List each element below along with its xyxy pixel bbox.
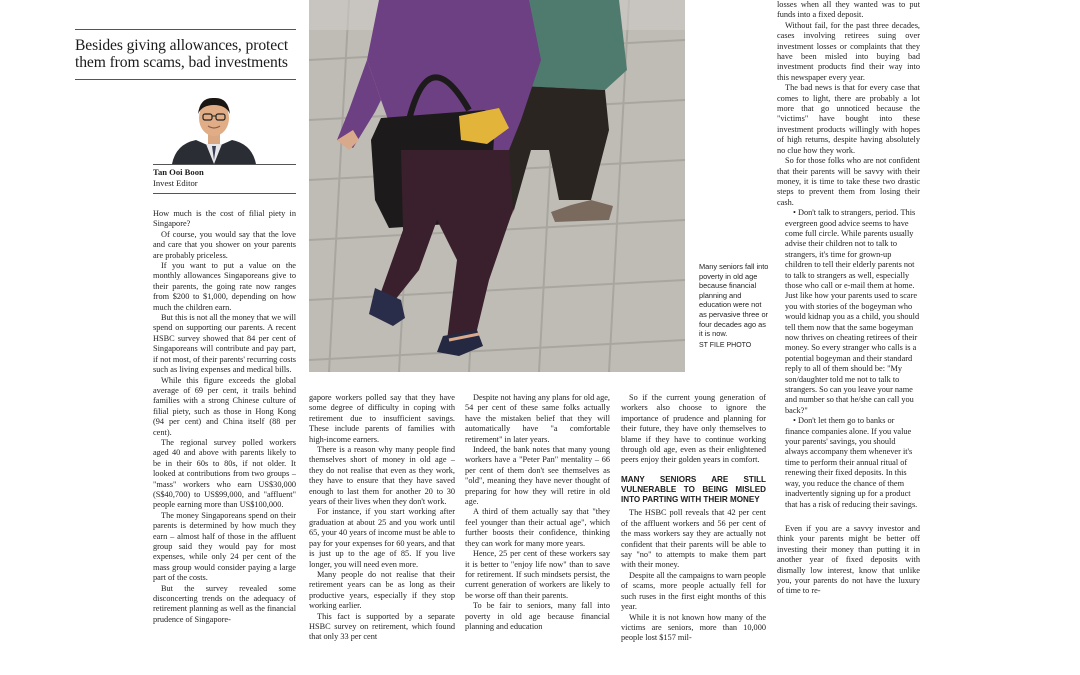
paragraph: Despite all the campaigns to warn people of scams, more people actually fell for such ruses in the first eight months of this year. [621,570,766,612]
photo-caption [699,262,771,350]
bullet-item: • Don't let them go to banks or finance companies alone. If you value your parents' savings, you should always accompany them whenever it's time to perform their annual ritual of renewing their fixed deposits. In this way, you reduce the chance of them inadvertently signing up for a product that has a risk of reducing their savings. [785,416,918,509]
paragraph: To be fair to seniors, many fall into poverty in old age because financial planning and education [465,601,610,631]
paragraph: While it is not known how many of the victims are seniors, more than 10,000 people lost $157 mil- [621,612,766,643]
paragraph: How much is the cost of filial piety in Singapore? [153,209,296,229]
paragraph: So if the current young generation of workers also choose to ignore the importance of prudence and planning for their future, they have only themselves to blame if they have to continue working through old age, even as their enlightened peers enjoy their golden years in comfort. [621,393,766,465]
article-column-2 [309,393,455,675]
author-portrait [168,94,260,164]
caption-text: Many seniors fall into poverty in old age because financial planning and education were not as pervasive three or four decades ago as it is now. [699,262,769,339]
byline [153,167,204,189]
top-rule [75,29,296,30]
author-title: Invest Editor [153,178,198,188]
article-column-5 [777,0,920,675]
paragraph: The bad news is that for every case that comes to light, there are probably a lot more that go unnoticed because the "victims" have bought into these investment products willingly with hopes of high returns, despite having absolutely no clue how they work. [777,83,920,155]
paragraph: The money Singaporeans spend on their parents is determined by how much they earn – almost half of those in the affluent group said they would pay for most expenses, while only 24 per cent of the mass group would consider paying a large part of the costs. [153,510,296,583]
paragraph: The HSBC poll reveals that 42 per cent of the affluent workers and 56 per cent of the mass workers say they are actually not confident that their parents will be able to say "no" to attempts to make them part with their money. [621,508,766,570]
paragraph: losses when all they wanted was to put funds into a fixed deposit. [777,0,920,20]
headline: Besides giving allowances, protect them from scams, bad investments [75,37,289,71]
paragraph: But the survey revealed some disconcerting trends on the adequacy of retirement planning as well as the financial prudence of Singapore- [153,583,296,624]
paragraph: While this figure exceeds the global average of 69 per cent, it trails behind families with a strong Chinese culture of filial piety, such as those in Hong Kong (94 per cent) and China itself (88 per cent). [153,375,296,437]
paragraph: Even if you are a savvy investor and think your parents might be better off investing their money than putting it in another year of fixed deposits with dismally low interest, know that unlike you, your parents do not have the luxury of time to re- [777,523,920,596]
headline-rule [75,79,296,80]
paragraph: Hence, 25 per cent of these workers say it is better to "enjoy life now" than to save for retirement. If such mindsets persist, the current generation of workers are likely to be worse off than their parents. [465,549,610,600]
paragraph: Many people do not realise that their retirement years can be as long as their productive years, especially if they stop working earlier. [309,569,455,611]
paragraph-gap [777,510,920,524]
photo-credit: ST FILE PHOTO [699,341,752,349]
paragraph: Without fail, for the past three decades, cases involving retirees suing over investment losses or complaints that they have been misled into buying bad investment products find their way into this newspaper every year. [777,20,920,82]
paragraph: This fact is supported by a separate HSBC survey on retirement, which found that only 33 per cent [309,611,455,642]
paragraph: A third of them actually say that "they feel younger than their actual age", which further boosts their confidence, thinking they can work for many more years. [465,507,610,548]
article-column-4 [621,393,766,675]
paragraph: Despite not having any plans for old age, 54 per cent of these same folks actually have the mistaken belief that they will automatically have "a comfortable retirement" in later years. [465,393,610,444]
paragraph: But this is not all the money that we will spend on supporting our parents. A recent HSBC survey showed that 84 per cent of Singaporeans will contribute and pay part, if not most, of their parents' recurring costs such as living expenses and medical bills. [153,313,296,375]
paragraph: For instance, if you start working after graduation at about 25 and you work until 65, your 40 years of income must be able to pay for your expenses for 60 years, and that is just up to the age of 85. If you live longer, you will need even more. [309,507,455,569]
byline-rule [153,164,296,165]
bullet-item: • Don't talk to strangers, period. This evergreen good advice seems to have come full circle. While parents usually advise their children not to talk to strangers, it's time for grown-up children to tell their elderly parents not to talk to strangers as well, especially those who call or e-mail them at home. Just like how your parents used to scare you with stories of the bogeyman who would kidnap you as a child, you should tell them now that the same bogeyman now thrives on cheating retirees of their money. So every stranger who calls is a potential bogeyman and their standard reply to all of them should be: "My son/daughter told me not to talk to strangers. So can you leave your name and number so that he/she can call you back?" [785,208,920,415]
paragraph: The regional survey polled workers aged 40 and above with parents likely to be in their 60s to 80s, if not older. It looked at contributions from two groups – "mass" workers who earn US$30,000 (S$40,700) to US$99,000, and "affluent" people earning more than US$100,000. [153,437,296,510]
article-photo [309,0,685,372]
paragraph: So for those folks who are not confident that their parents will be savvy with their money, it is time to take these two drastic steps to prevent them from losing their cash. [777,156,920,207]
section-subhead: MANY SENIORS ARE STILL VULNERABLE TO BEING MISLED INTO PARTING WITH THEIR MONEY [621,474,766,505]
paragraph: gapore workers polled say that they have some degree of difficulty in coping with retirement due to insufficient savings. These include parents of families with high-income earners. [309,393,455,444]
paragraph: If you want to put a value on the monthly allowances Singaporeans give to their parents, the going rate now ranges from $200 to $1,000, depending on how much the children earn. [153,261,296,312]
author-name: Tan Ooi Boon [153,167,204,177]
article-column-3 [465,393,610,675]
byline-bottom-rule [153,193,296,194]
paragraph: Indeed, the bank notes that many young workers have a "Peter Pan" mentality – 66 per cent of them don't see themselves as "old", meaning they have never thought of preparing for how they will retire in old age. [465,445,610,507]
article-column-1 [153,209,296,675]
paragraph: Of course, you would say that the love and care that you shower on your parents are probably priceless. [153,229,296,260]
paragraph: There is a reason why many people find themselves short of money in old age – they do not realise that even as they work, they have to ensure that they have saved enough to last them for another 20 to 30 years of their lives when they don't work. [309,445,455,507]
